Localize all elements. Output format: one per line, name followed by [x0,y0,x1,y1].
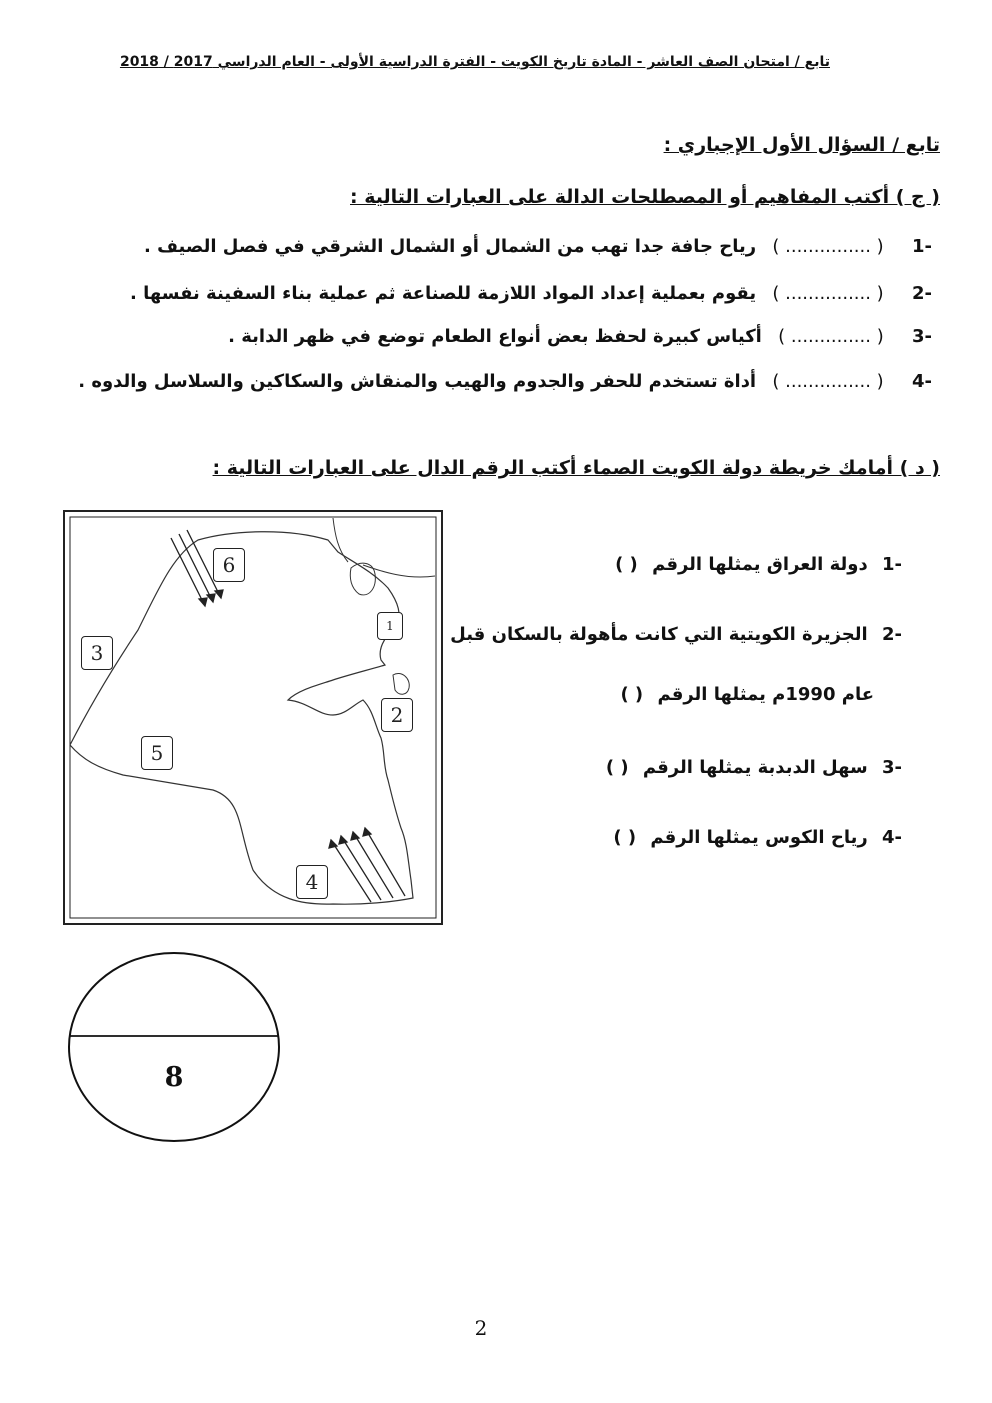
answer-blank: ( ............... ) [772,283,884,304]
item-text: رياح جافة جدا تهب من الشمال أو الشمال الشرقي في فصل الصيف . [143,236,757,257]
section-d-item-4 [613,827,902,848]
score-circle-drawing [66,950,282,1144]
section-d-item-2-cont [620,684,874,705]
section-title: تابع / السؤال الأول الإجباري : [663,134,940,156]
item-text: دولة العراق يمثلها الرقم [652,554,868,575]
section-c-heading: ( ج ) أكتب المفاهيم أو المصطلحات الدالة على العبارات التالية : [350,186,940,208]
item-number: -4 [911,371,932,392]
exam-header: تابع / امتحان الصف العاشر - المادة تاريخ الكويت - الفترة الدراسية الأولى - العام الدراسي 2017 / 2018 [119,54,830,70]
item-text: عام 1990م يمثلها الرقم [657,684,874,705]
score-circle [66,950,282,1144]
item-number: -3 [911,326,932,347]
map-label-1: 1 [377,612,403,640]
map-label-4: 4 [296,865,328,899]
item-text: الجزيرة الكويتية التي كانت مأهولة بالسكان قبل [450,624,868,645]
page-number: 2 [474,1316,488,1340]
answer-parentheses: ( ) [620,684,644,705]
item-number: -2 [911,283,932,304]
map-label-6: 6 [213,548,245,582]
section-c-item-1 [144,236,932,257]
item-text: رياح الكوس يمثلها الرقم [650,827,868,848]
map-label-2: 2 [381,698,413,732]
item-number: -2 [881,624,902,645]
section-c-item-3 [228,326,932,347]
map-label-3: 3 [81,636,113,670]
section-c-item-4 [78,371,932,392]
item-number: -1 [881,554,902,575]
item-text: أداة تستخدم للحفر والجدوم والهيب والمنقاش والسكاكين والسلاسل والدوه . [78,371,757,392]
answer-blank: ( .............. ) [778,326,884,347]
item-text: سهل الدبدبة يمثلها الرقم [642,757,868,778]
answer-blank: ( ............... ) [772,236,884,257]
section-c-item-2 [130,283,932,304]
answer-parentheses: ( ) [615,554,638,575]
kuwait-map [63,510,443,925]
score-value: 8 [164,1062,184,1093]
map-label-5: 5 [141,736,173,770]
item-number: -4 [881,827,902,848]
item-text: يقوم بعملية إعداد المواد اللازمة للصناعة ثم عملية بناء السفينة نفسها . [130,283,757,304]
section-d-item-2 [450,624,902,645]
section-d-item-3 [606,757,902,778]
item-number: -1 [911,236,932,257]
section-d-item-1 [615,554,902,575]
answer-blank: ( ............... ) [772,371,884,392]
answer-parentheses: ( ) [605,757,629,778]
answer-parentheses: ( ) [613,827,637,848]
item-text: أكياس كبيرة لحفظ بعض أنواع الطعام توضع في ظهر الدابة . [228,326,762,347]
section-d-heading: ( د ) أمامك خريطة دولة الكويت الصماء أكتب الرقم الدال على العبارات التالية : [212,457,940,479]
item-number: -3 [881,757,902,778]
